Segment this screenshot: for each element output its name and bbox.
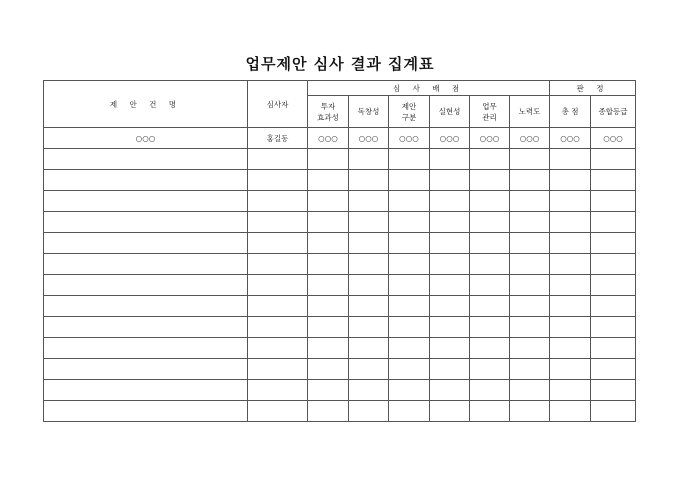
cell-originality[interactable]: [349, 149, 389, 170]
cell-reviewer[interactable]: [248, 254, 308, 275]
cell-effort[interactable]: [510, 296, 550, 317]
cell-proposal-name[interactable]: [44, 401, 248, 422]
cell-work-management[interactable]: [470, 170, 510, 191]
cell-total-score[interactable]: [550, 317, 591, 338]
cell-effort[interactable]: [510, 380, 550, 401]
cell-total-score[interactable]: [550, 296, 591, 317]
cell-reviewer[interactable]: [248, 317, 308, 338]
cell-effort[interactable]: [510, 149, 550, 170]
cell-work-management[interactable]: [470, 254, 510, 275]
cell-proposal-name[interactable]: [44, 233, 248, 254]
cell-proposal-name[interactable]: [44, 149, 248, 170]
cell-effort[interactable]: [510, 338, 550, 359]
cell-work-management[interactable]: [470, 212, 510, 233]
cell-proposal-type[interactable]: [389, 359, 430, 380]
cell-overall-grade[interactable]: [591, 233, 636, 254]
table-row: [44, 338, 636, 359]
cell-proposal-type[interactable]: [389, 149, 430, 170]
header-review-scores: 심 사 배 점: [308, 81, 550, 96]
cell-overall-grade[interactable]: [591, 212, 636, 233]
cell-effort[interactable]: [510, 191, 550, 212]
cell-work-management[interactable]: [470, 233, 510, 254]
header-work-management: [470, 96, 510, 128]
cell-effort[interactable]: [510, 233, 550, 254]
cell-work-management[interactable]: [470, 380, 510, 401]
cell-overall-grade[interactable]: ○○○: [591, 128, 636, 149]
cell-feasibility[interactable]: [430, 149, 470, 170]
cell-proposal-type[interactable]: [389, 254, 430, 275]
cell-proposal-name[interactable]: [44, 170, 248, 191]
cell-effort[interactable]: ○○○: [510, 128, 550, 149]
header-investment-line1: 투자: [320, 101, 336, 111]
cell-investment-effect[interactable]: ○○○: [308, 128, 349, 149]
cell-feasibility[interactable]: [430, 275, 470, 296]
cell-investment-effect[interactable]: [308, 212, 349, 233]
cell-proposal-name[interactable]: [44, 191, 248, 212]
cell-effort[interactable]: [510, 275, 550, 296]
cell-feasibility[interactable]: [430, 296, 470, 317]
table-body: [44, 128, 636, 422]
cell-originality[interactable]: [349, 275, 389, 296]
cell-reviewer[interactable]: [248, 401, 308, 422]
header-proposal-type-line1: 제안: [401, 101, 417, 111]
cell-feasibility[interactable]: [430, 380, 470, 401]
cell-originality[interactable]: [349, 317, 389, 338]
cell-effort[interactable]: [510, 170, 550, 191]
cell-total-score[interactable]: [550, 338, 591, 359]
cell-proposal-name[interactable]: [44, 359, 248, 380]
table-row: [44, 317, 636, 338]
header-total-score: 총 점: [550, 96, 591, 128]
header-management-line2: 관리: [482, 112, 497, 122]
table-row: [44, 359, 636, 380]
cell-proposal-type[interactable]: [389, 275, 430, 296]
cell-reviewer[interactable]: 홍길동: [248, 128, 308, 149]
cell-reviewer[interactable]: [248, 296, 308, 317]
header-overall-grade: 종합등급: [591, 96, 636, 128]
cell-originality[interactable]: [349, 338, 389, 359]
cell-work-management[interactable]: [470, 275, 510, 296]
cell-work-management[interactable]: ○○○: [470, 128, 510, 149]
cell-proposal-type[interactable]: [389, 338, 430, 359]
cell-effort[interactable]: [510, 401, 550, 422]
cell-work-management[interactable]: [470, 149, 510, 170]
table-row: [44, 212, 636, 233]
cell-feasibility[interactable]: [430, 191, 470, 212]
header-investment-line2: 효과성: [317, 112, 339, 122]
cell-work-management[interactable]: [470, 359, 510, 380]
cell-originality[interactable]: ○○○: [349, 128, 389, 149]
cell-effort[interactable]: [510, 254, 550, 275]
cell-feasibility[interactable]: [430, 401, 470, 422]
cell-work-management[interactable]: [470, 401, 510, 422]
cell-proposal-type[interactable]: [389, 401, 430, 422]
cell-investment-effect[interactable]: [308, 275, 349, 296]
cell-total-score[interactable]: [550, 149, 591, 170]
cell-feasibility[interactable]: [430, 212, 470, 233]
cell-proposal-type[interactable]: [389, 233, 430, 254]
cell-total-score[interactable]: [550, 275, 591, 296]
cell-investment-effect[interactable]: [308, 296, 349, 317]
cell-overall-grade[interactable]: [591, 338, 636, 359]
cell-effort[interactable]: [510, 359, 550, 380]
cell-total-score[interactable]: [550, 212, 591, 233]
cell-originality[interactable]: [349, 233, 389, 254]
header-reviewer: 심사자: [248, 81, 308, 128]
cell-proposal-type[interactable]: [389, 212, 430, 233]
cell-overall-grade[interactable]: [591, 275, 636, 296]
cell-total-score[interactable]: [550, 380, 591, 401]
cell-investment-effect[interactable]: [308, 170, 349, 191]
cell-work-management[interactable]: [470, 338, 510, 359]
cell-proposal-type[interactable]: [389, 170, 430, 191]
cell-feasibility[interactable]: [430, 170, 470, 191]
cell-reviewer[interactable]: [248, 149, 308, 170]
cell-feasibility[interactable]: ○○○: [430, 128, 470, 149]
cell-reviewer[interactable]: [248, 170, 308, 191]
header-judgment: 판 정: [550, 81, 636, 96]
cell-originality[interactable]: [349, 212, 389, 233]
cell-reviewer[interactable]: [248, 275, 308, 296]
cell-proposal-type[interactable]: ○○○: [389, 128, 430, 149]
table-row: [44, 233, 636, 254]
header-effort: 노력도: [510, 96, 550, 128]
cell-feasibility[interactable]: [430, 254, 470, 275]
cell-proposal-name[interactable]: [44, 275, 248, 296]
cell-work-management[interactable]: [470, 296, 510, 317]
cell-reviewer[interactable]: [248, 338, 308, 359]
cell-total-score[interactable]: [550, 359, 591, 380]
cell-proposal-type[interactable]: [389, 380, 430, 401]
header-proposal-name: 제 안 건 명: [44, 81, 248, 128]
cell-proposal-type[interactable]: [389, 296, 430, 317]
cell-feasibility[interactable]: [430, 233, 470, 254]
table-row: [44, 254, 636, 275]
cell-feasibility[interactable]: [430, 338, 470, 359]
table-row: [44, 149, 636, 170]
header-proposal-type: [389, 96, 430, 128]
cell-proposal-type[interactable]: [389, 191, 430, 212]
cell-overall-grade[interactable]: [591, 149, 636, 170]
table-row: [44, 275, 636, 296]
header-originality: 독창성: [349, 96, 389, 128]
cell-effort[interactable]: [510, 317, 550, 338]
cell-proposal-name[interactable]: [44, 254, 248, 275]
cell-originality[interactable]: [349, 401, 389, 422]
cell-proposal-name[interactable]: [44, 317, 248, 338]
cell-investment-effect[interactable]: [308, 191, 349, 212]
cell-overall-grade[interactable]: [591, 401, 636, 422]
cell-total-score[interactable]: ○○○: [550, 128, 591, 149]
table-row: [44, 170, 636, 191]
cell-proposal-name[interactable]: [44, 380, 248, 401]
table-row: [44, 380, 636, 401]
cell-proposal-name[interactable]: ○○○: [44, 128, 248, 149]
cell-work-management[interactable]: [470, 317, 510, 338]
cell-originality[interactable]: [349, 380, 389, 401]
header-proposal-type-line2: 구분: [401, 112, 417, 122]
header-investment-effect: [308, 96, 349, 128]
page-title: 업무제안 심사 결과 집계표: [245, 55, 435, 73]
cell-overall-grade[interactable]: [591, 317, 636, 338]
cell-originality[interactable]: [349, 359, 389, 380]
header-management-line1: 업무: [482, 101, 497, 111]
cell-total-score[interactable]: [550, 191, 591, 212]
cell-proposal-name[interactable]: [44, 212, 248, 233]
cell-work-management[interactable]: [470, 191, 510, 212]
cell-investment-effect[interactable]: [308, 338, 349, 359]
review-summary-table: [43, 80, 636, 422]
table-row: [44, 296, 636, 317]
table-row: [44, 191, 636, 212]
table-row: [44, 128, 636, 149]
cell-originality[interactable]: [349, 296, 389, 317]
cell-reviewer[interactable]: [248, 191, 308, 212]
cell-investment-effect[interactable]: [308, 149, 349, 170]
cell-overall-grade[interactable]: [591, 296, 636, 317]
cell-originality[interactable]: [349, 170, 389, 191]
cell-investment-effect[interactable]: [308, 254, 349, 275]
cell-overall-grade[interactable]: [591, 170, 636, 191]
cell-reviewer[interactable]: [248, 212, 308, 233]
cell-proposal-name[interactable]: [44, 338, 248, 359]
cell-reviewer[interactable]: [248, 233, 308, 254]
cell-total-score[interactable]: [550, 254, 591, 275]
cell-overall-grade[interactable]: [591, 254, 636, 275]
cell-originality[interactable]: [349, 254, 389, 275]
cell-total-score[interactable]: [550, 233, 591, 254]
cell-investment-effect[interactable]: [308, 317, 349, 338]
cell-proposal-name[interactable]: [44, 296, 248, 317]
cell-reviewer[interactable]: [248, 380, 308, 401]
cell-effort[interactable]: [510, 212, 550, 233]
header-feasibility: 실현성: [430, 96, 470, 128]
cell-feasibility[interactable]: [430, 359, 470, 380]
cell-feasibility[interactable]: [430, 317, 470, 338]
table-row: [44, 401, 636, 422]
cell-overall-grade[interactable]: [591, 191, 636, 212]
cell-investment-effect[interactable]: [308, 233, 349, 254]
cell-total-score[interactable]: [550, 170, 591, 191]
cell-originality[interactable]: [349, 191, 389, 212]
cell-overall-grade[interactable]: [591, 359, 636, 380]
cell-total-score[interactable]: [550, 401, 591, 422]
cell-investment-effect[interactable]: [308, 380, 349, 401]
cell-investment-effect[interactable]: [308, 401, 349, 422]
cell-overall-grade[interactable]: [591, 380, 636, 401]
cell-proposal-type[interactable]: [389, 317, 430, 338]
cell-reviewer[interactable]: [248, 359, 308, 380]
cell-investment-effect[interactable]: [308, 359, 349, 380]
